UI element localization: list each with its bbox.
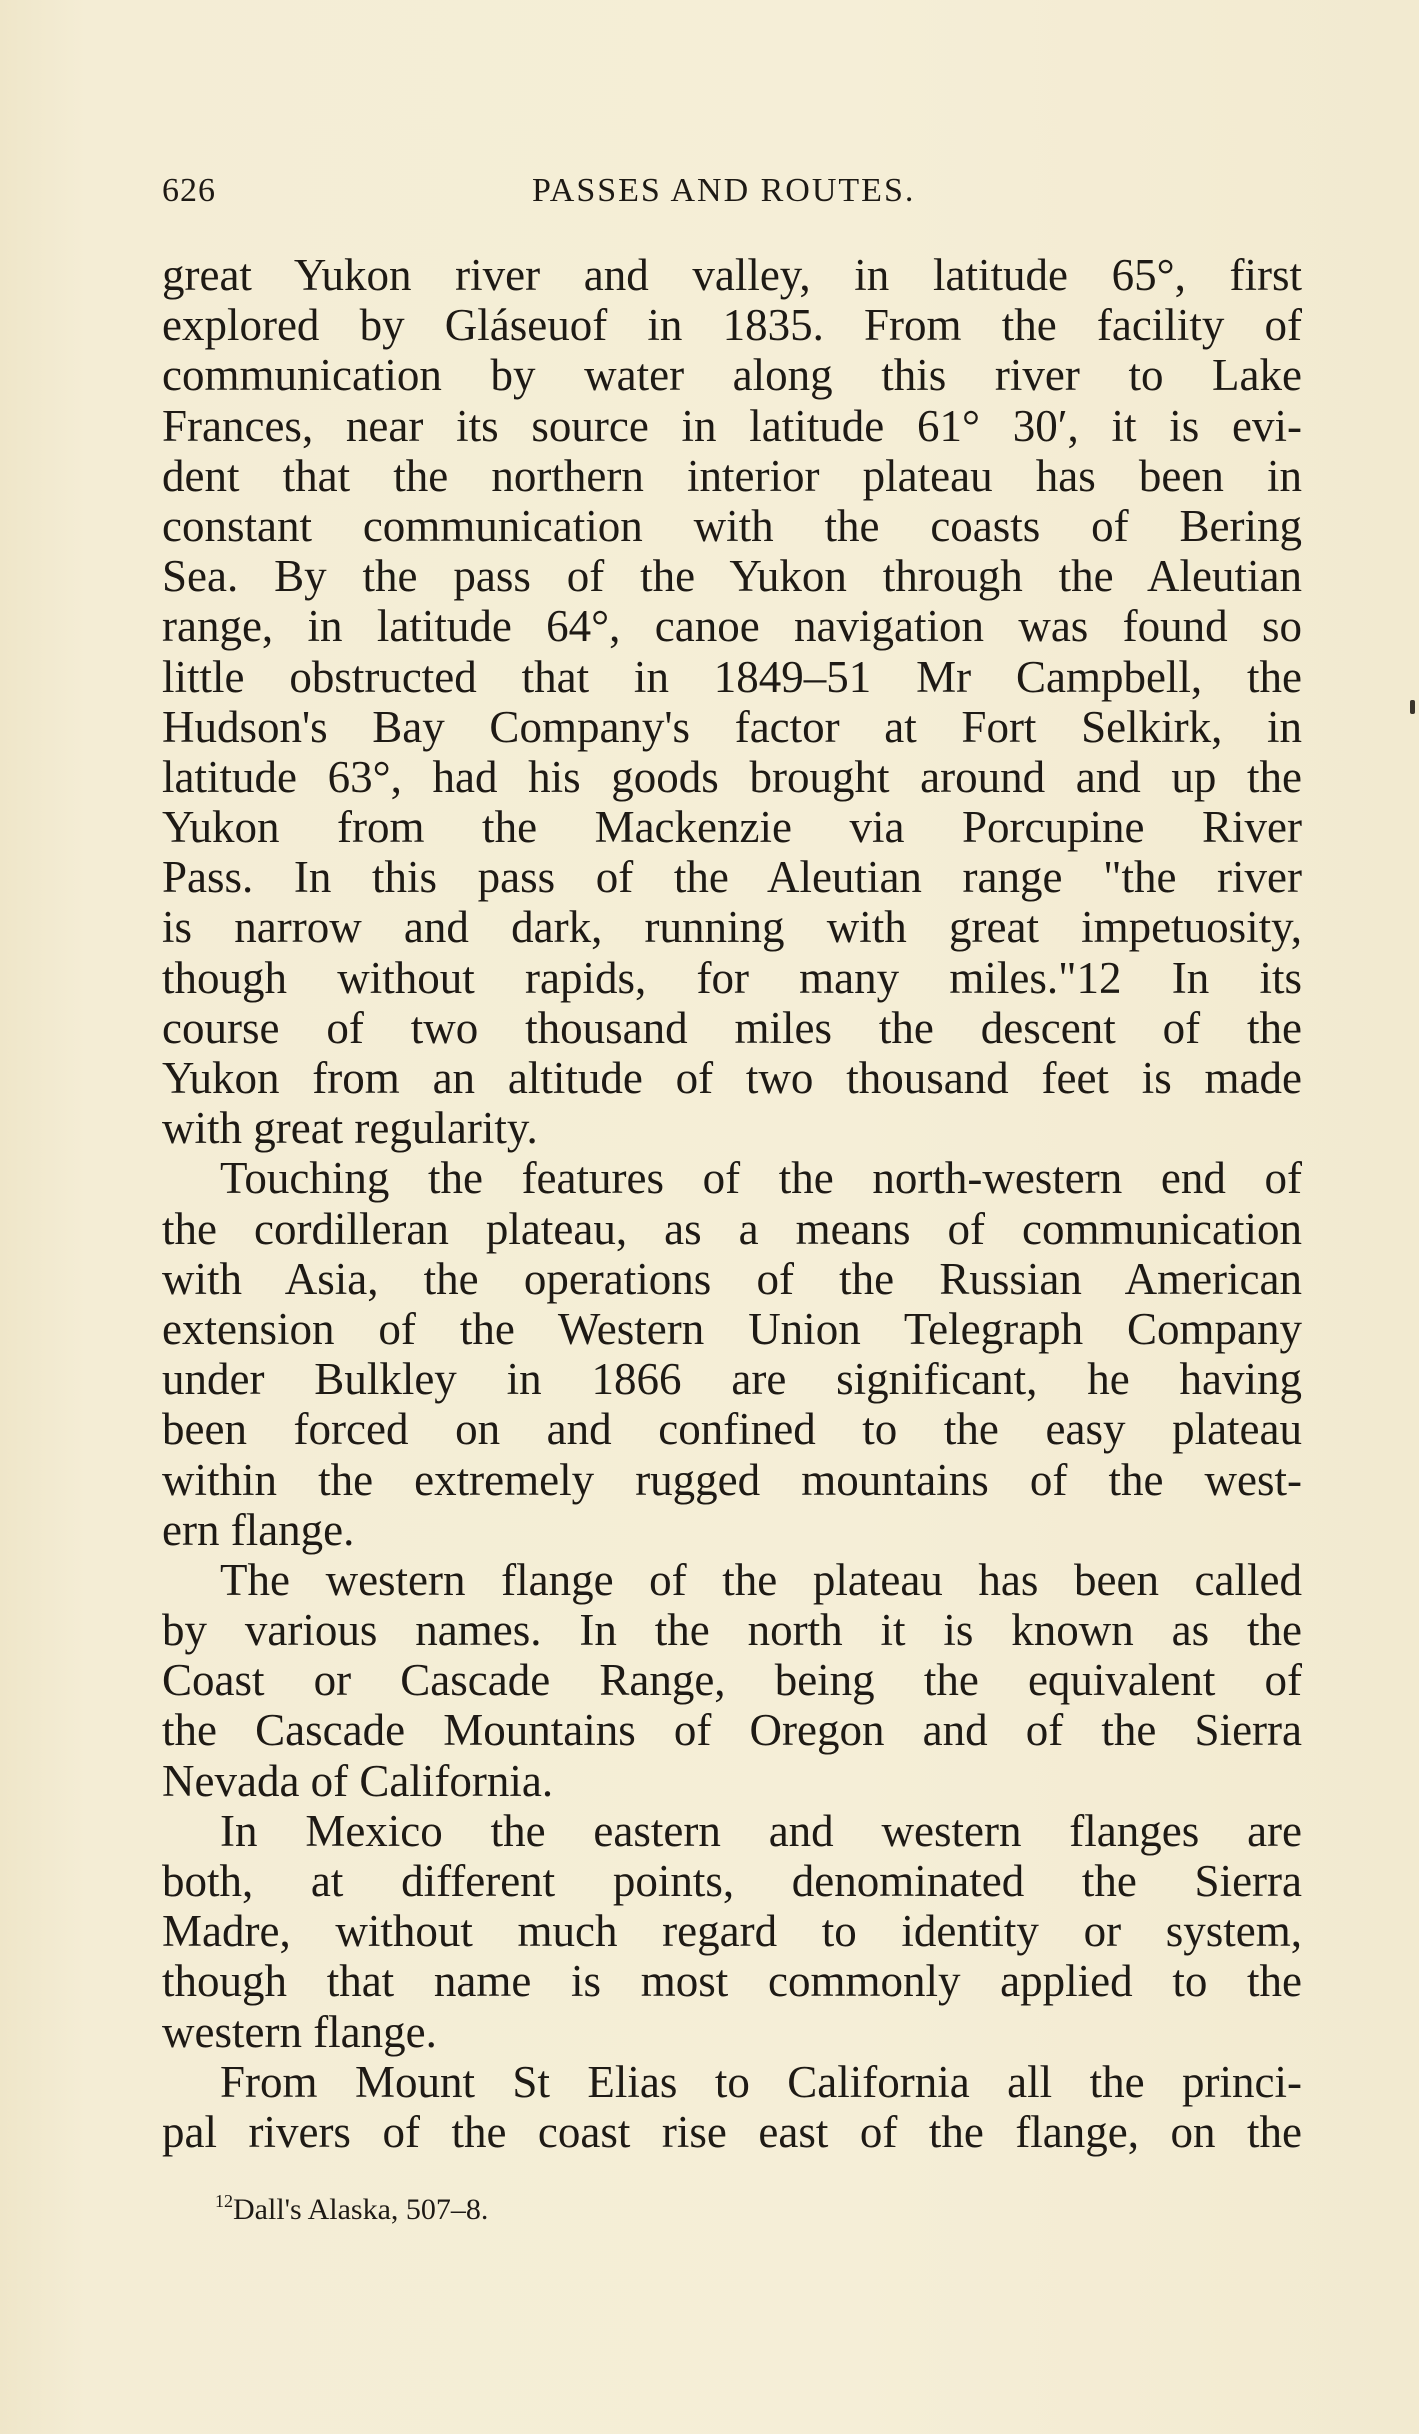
- text-line: latitude 63°, had his goods brought around and up the: [162, 751, 1302, 802]
- footnote-text: Dall's Alaska, 507–8.: [233, 2193, 489, 2226]
- text-line: Yukon from an altitude of two thousand feet is made: [162, 1053, 1302, 1103]
- text-line: dent that the northern interior plateau has been in: [162, 450, 1302, 501]
- text-line: the cordilleran plateau, as a means of communication: [162, 1203, 1302, 1254]
- text-line: with great regularity.: [162, 1103, 538, 1154]
- text-line: Madre, without much regard to identity or system,: [162, 1906, 1302, 1957]
- text-line: In Mexico the eastern and western flanges are: [220, 1805, 1302, 1856]
- text-line: though that name is most commonly applied to the: [162, 1956, 1302, 2007]
- body-text: [162, 250, 1302, 2157]
- text-line: Nevada of California.: [162, 1755, 554, 1806]
- text-line: both, at different points, denominated the Sierra: [162, 1856, 1302, 1906]
- text-line: pal rivers of the coast rise east of the flange, on the: [162, 2106, 1302, 2157]
- text-line: communication by water along this river to Lake: [162, 350, 1302, 401]
- footnote: [215, 2191, 488, 2227]
- text-line: extension of the Western Union Telegraph Company: [162, 1303, 1302, 1354]
- running-title: PASSES AND ROUTES.: [532, 172, 916, 209]
- text-line: ern flange.: [162, 1504, 355, 1555]
- text-line: From Mount St Elias to California all the princi-: [220, 2056, 1302, 2107]
- text-line: though without rapids, for many miles."12 In its: [162, 952, 1302, 1003]
- text-line: Frances, near its source in latitude 61° 30′, it is evi-: [162, 400, 1302, 451]
- text-line: Yukon from the Mackenzie via Porcupine River: [162, 802, 1302, 853]
- text-line: Touching the features of the north-western end of: [220, 1153, 1302, 1204]
- margin-mark: [1410, 700, 1415, 714]
- text-line: Sea. By the pass of the Yukon through the Aleutian: [162, 551, 1302, 602]
- text-line: course of two thousand miles the descent of the: [162, 1002, 1302, 1053]
- text-line: explored by Gláseuof in 1835. From the facility of: [162, 300, 1302, 351]
- text-line: western flange.: [162, 2006, 437, 2057]
- page-number: 626: [162, 172, 216, 209]
- text-line: Pass. In this pass of the Aleutian range "the river: [162, 852, 1302, 903]
- text-line: within the extremely rugged mountains of the west-: [162, 1454, 1302, 1505]
- text-line: little obstructed that in 1849–51 Mr Campbell, the: [162, 651, 1302, 702]
- text-line: with Asia, the operations of the Russian American: [162, 1253, 1302, 1304]
- text-line: great Yukon river and valley, in latitude 65°, first: [162, 250, 1302, 300]
- text-line: Hudson's Bay Company's factor at Fort Selkirk, in: [162, 701, 1302, 752]
- text-line: Coast or Cascade Range, being the equivalent of: [162, 1655, 1302, 1706]
- text-line: The western flange of the plateau has been called: [220, 1554, 1302, 1605]
- text-line: by various names. In the north it is known as the: [162, 1605, 1302, 1656]
- text-line: under Bulkley in 1866 are significant, he having: [162, 1354, 1302, 1405]
- text-line: range, in latitude 64°, canoe navigation was found so: [162, 601, 1302, 652]
- text-line: constant communication with the coasts of Bering: [162, 500, 1302, 551]
- text-line: been forced on and confined to the easy plateau: [162, 1404, 1302, 1455]
- text-line: is narrow and dark, running with great impetuosity,: [162, 902, 1302, 953]
- text-line: the Cascade Mountains of Oregon and of the Sierra: [162, 1705, 1302, 1756]
- footnote-marker: 12: [215, 2191, 233, 2211]
- running-head: [162, 172, 1300, 218]
